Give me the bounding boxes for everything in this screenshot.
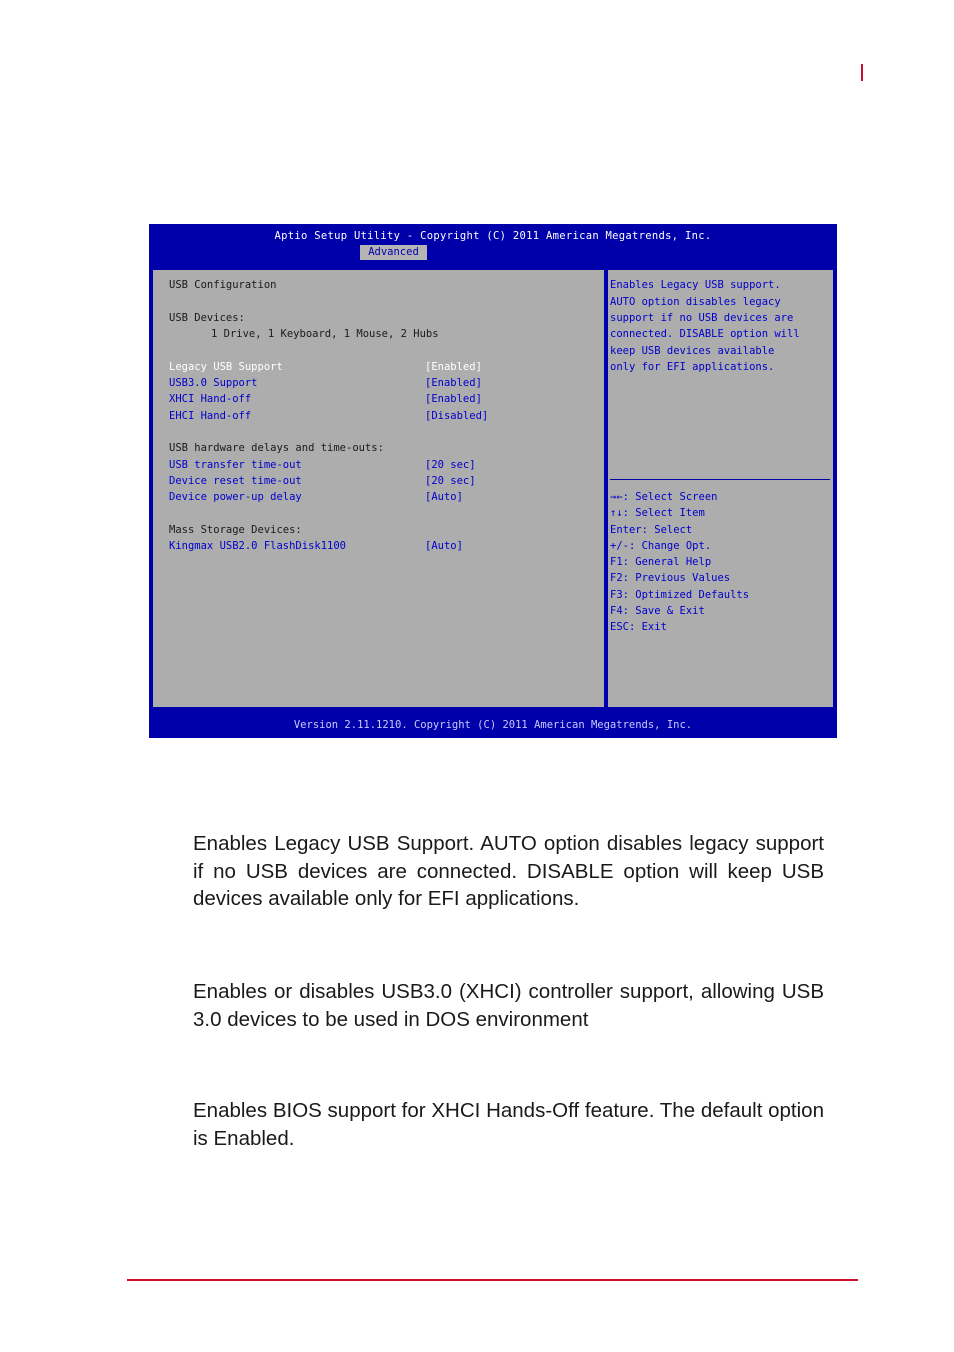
help-line: keep USB devices available — [610, 345, 775, 357]
bios-footer: Version 2.11.1210. Copyright (C) 2011 American Megatrends, Inc. — [293, 719, 693, 731]
key-hint: →←: Select Screen — [610, 491, 718, 503]
device-power-up-delay-option[interactable]: Device power-up delay — [169, 491, 302, 503]
usb3-support-description: Enables or disables USB3.0 (XHCI) controller support, allowing USB 3.0 devices to be used in DOS environment — [193, 980, 824, 1031]
key-hint: ↑↓: Select Item — [610, 507, 705, 519]
mass-storage-device-option[interactable]: Kingmax USB2.0 FlashDisk1100 — [169, 540, 347, 552]
key-hint: F4: Save & Exit — [610, 605, 705, 617]
help-panel — [607, 269, 834, 708]
mass-storage-heading: Mass Storage Devices: — [169, 524, 302, 536]
page-corner-mark — [861, 64, 863, 81]
ehci-hand-off-value[interactable]: [Disabled] — [425, 410, 489, 422]
bios-screenshot — [149, 224, 837, 738]
device-reset-timeout-value[interactable]: [20 sec] — [425, 475, 476, 487]
help-line: support if no USB devices are — [610, 312, 794, 324]
xhci-hand-off-option[interactable]: XHCI Hand-off — [169, 393, 252, 405]
key-hint: Enter: Select — [610, 524, 693, 536]
key-hint: +/-: Change Opt. — [610, 540, 712, 552]
usb-transfer-timeout-option[interactable]: USB transfer time-out — [169, 459, 302, 471]
usb-configuration-heading: USB Configuration — [169, 279, 277, 291]
help-line: Enables Legacy USB support. — [610, 279, 781, 291]
help-line: AUTO option disables legacy — [610, 296, 781, 308]
key-hint: ESC: Exit — [610, 621, 667, 633]
tab-advanced[interactable]: Advanced — [360, 245, 427, 260]
key-hint: F2: Previous Values — [610, 572, 731, 584]
bios-main-area — [149, 261, 837, 716]
usb-devices-label: USB Devices: — [169, 312, 245, 324]
device-reset-timeout-option[interactable]: Device reset time-out — [169, 475, 302, 487]
key-hint: F3: Optimized Defaults — [610, 589, 750, 601]
help-separator — [610, 479, 830, 480]
usb3-support-value[interactable]: [Enabled] — [425, 377, 482, 389]
bios-title: Aptio Setup Utility - Copyright (C) 2011 American Megatrends, Inc. — [274, 230, 712, 242]
legacy-usb-support-option[interactable]: Legacy USB Support — [169, 361, 283, 373]
usb-transfer-timeout-value[interactable]: [20 sec] — [425, 459, 476, 471]
footer-rule — [127, 1279, 858, 1281]
usb3-support-option[interactable]: USB3.0 Support — [169, 377, 258, 389]
mass-storage-device-value[interactable]: [Auto] — [425, 540, 463, 552]
help-line: connected. DISABLE option will — [610, 328, 800, 340]
legacy-usb-support-value[interactable]: [Enabled] — [425, 361, 482, 373]
key-hint: F1: General Help — [610, 556, 712, 568]
xhci-hand-off-description: Enables BIOS support for XHCI Hands-Off feature. The default option is Enabled. — [193, 1099, 824, 1150]
settings-panel — [152, 269, 605, 708]
usb-devices-value: 1 Drive, 1 Keyboard, 1 Mouse, 2 Hubs — [211, 328, 439, 340]
legacy-usb-description: Enables Legacy USB Support. AUTO option disables legacy support if no USB devices are connected. DISABLE option will keep USB devices available only for EFI applications. — [193, 832, 824, 910]
help-line: only for EFI applications. — [610, 361, 775, 373]
ehci-hand-off-option[interactable]: EHCI Hand-off — [169, 410, 252, 422]
device-power-up-delay-value[interactable]: [Auto] — [425, 491, 463, 503]
usb-delays-heading: USB hardware delays and time-outs: — [169, 442, 384, 454]
xhci-hand-off-value[interactable]: [Enabled] — [425, 393, 482, 405]
